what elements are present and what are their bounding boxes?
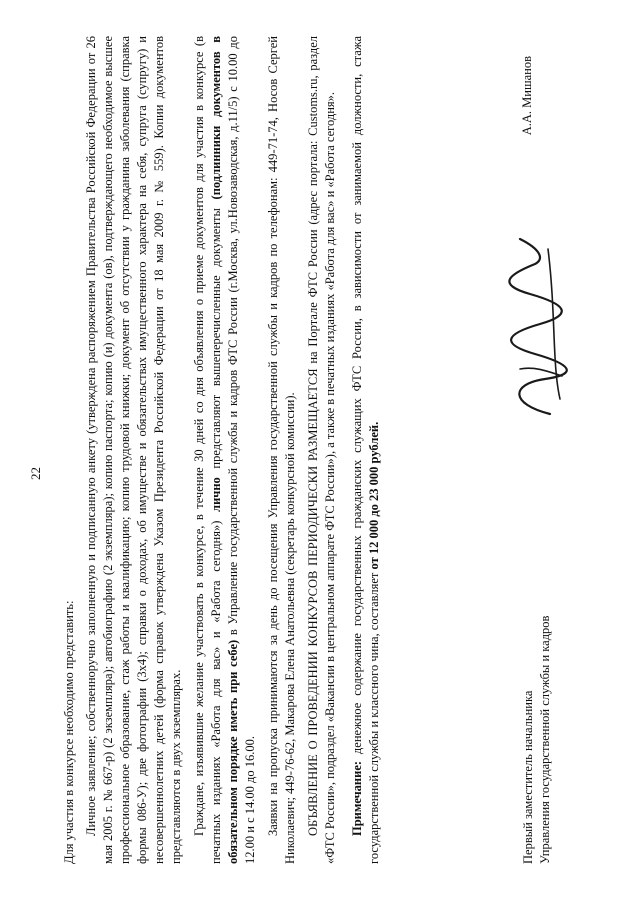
- signatory-name: А.А. Мишанов: [520, 56, 534, 136]
- intro-line: Для участия в конкурсе необходимо представить:: [62, 600, 76, 864]
- rotated-content: [20, 20, 620, 880]
- page-number: 22: [28, 467, 43, 480]
- submission-text-mid: представляют вышеперечисленные документы: [209, 208, 223, 469]
- position-line-2: Управления государственной службы и кадров: [538, 615, 552, 864]
- note-text: денежное содержание государственных гражданских служащих ФТС России, в зависимости от занимаемой должности, стажа государственной службы и классного чина, составляет: [350, 35, 381, 864]
- submission-bold-originals: (подлинники документов в обязательном порядке иметь при себе): [209, 36, 240, 864]
- note-paragraph: [349, 36, 383, 864]
- position-line-1: Первый заместитель начальника: [521, 690, 535, 864]
- note-label: Примечание:: [350, 760, 364, 836]
- paragraph-submission: [191, 36, 259, 864]
- submission-text-start: Граждане, изъявившие желание участвовать в конкурсе, в течение 30 дней со дня объявления о приеме документов для участия в конкурсе (в печатных изданиях «Работа для вас» и «Работа сегодня»): [192, 36, 223, 864]
- paragraph-passes: Заявки на пропуска принимаются за день до посещения Управления государственной службы и кадров по телефонам: 449-71-74, Носов Сергей Николаевич; 449-76-62, Макарова Елена Анатольевна (секретарь конкурсной комиссии).: [266, 36, 297, 864]
- handwritten-signature: [490, 234, 580, 424]
- signature-block: [490, 36, 600, 864]
- submission-bold-personally: лично: [209, 477, 223, 512]
- paragraph-announcement: ОБЪЯВЛЕНИЕ О ПРОВЕДЕНИИ КОНКУРСОВ ПЕРИОДИЧЕСКИ РАЗМЕЩАЕТСЯ на Портале ФТС России (адрес портала: Customs.ru, раздел «ФТС России», подраздел «Вакансии в центральном аппарате ФТС России»), а также в печатных изданиях «Работа для вас» и «Работа сегодня».: [306, 36, 337, 864]
- signatory-position: [520, 616, 554, 864]
- paragraph-documents: Личное заявление; собственноручно заполненную и подписанную анкету (утверждена распоряжением Правительства Российской Федерации от 26 мая 2005 г. № 667-р) (2 экземпляра); автобиографию (2 экземпляра); копию паспорта; копию (и) документа (ов), подтверждающего необходимое высшее профессиональное образование, стаж работы и квалификацию; копию трудовой книжки; документ об отсутствии у гражданина заболевания (справка формы 086-У); две фотографии (3х4); справки о доходах, об имуществе и обязательствах имущественного характера на себя, супруга (супругу) и несовершеннолетних детей (форма справок утверждена Указом Президента Российской Федерации от 18 мая 2009 г. № 559). Копии документов представляются в двух экземплярах.: [84, 36, 183, 864]
- submission-text-end: в Управление государственной службы и кадров ФТС России (г.Москва, ул.Новозаводская, д.11/5) с 10.00 до 12.00 и с 14.00 до 16.00.: [226, 35, 257, 864]
- note-amount: от 12 000 до 23 000 рублей.: [367, 421, 381, 570]
